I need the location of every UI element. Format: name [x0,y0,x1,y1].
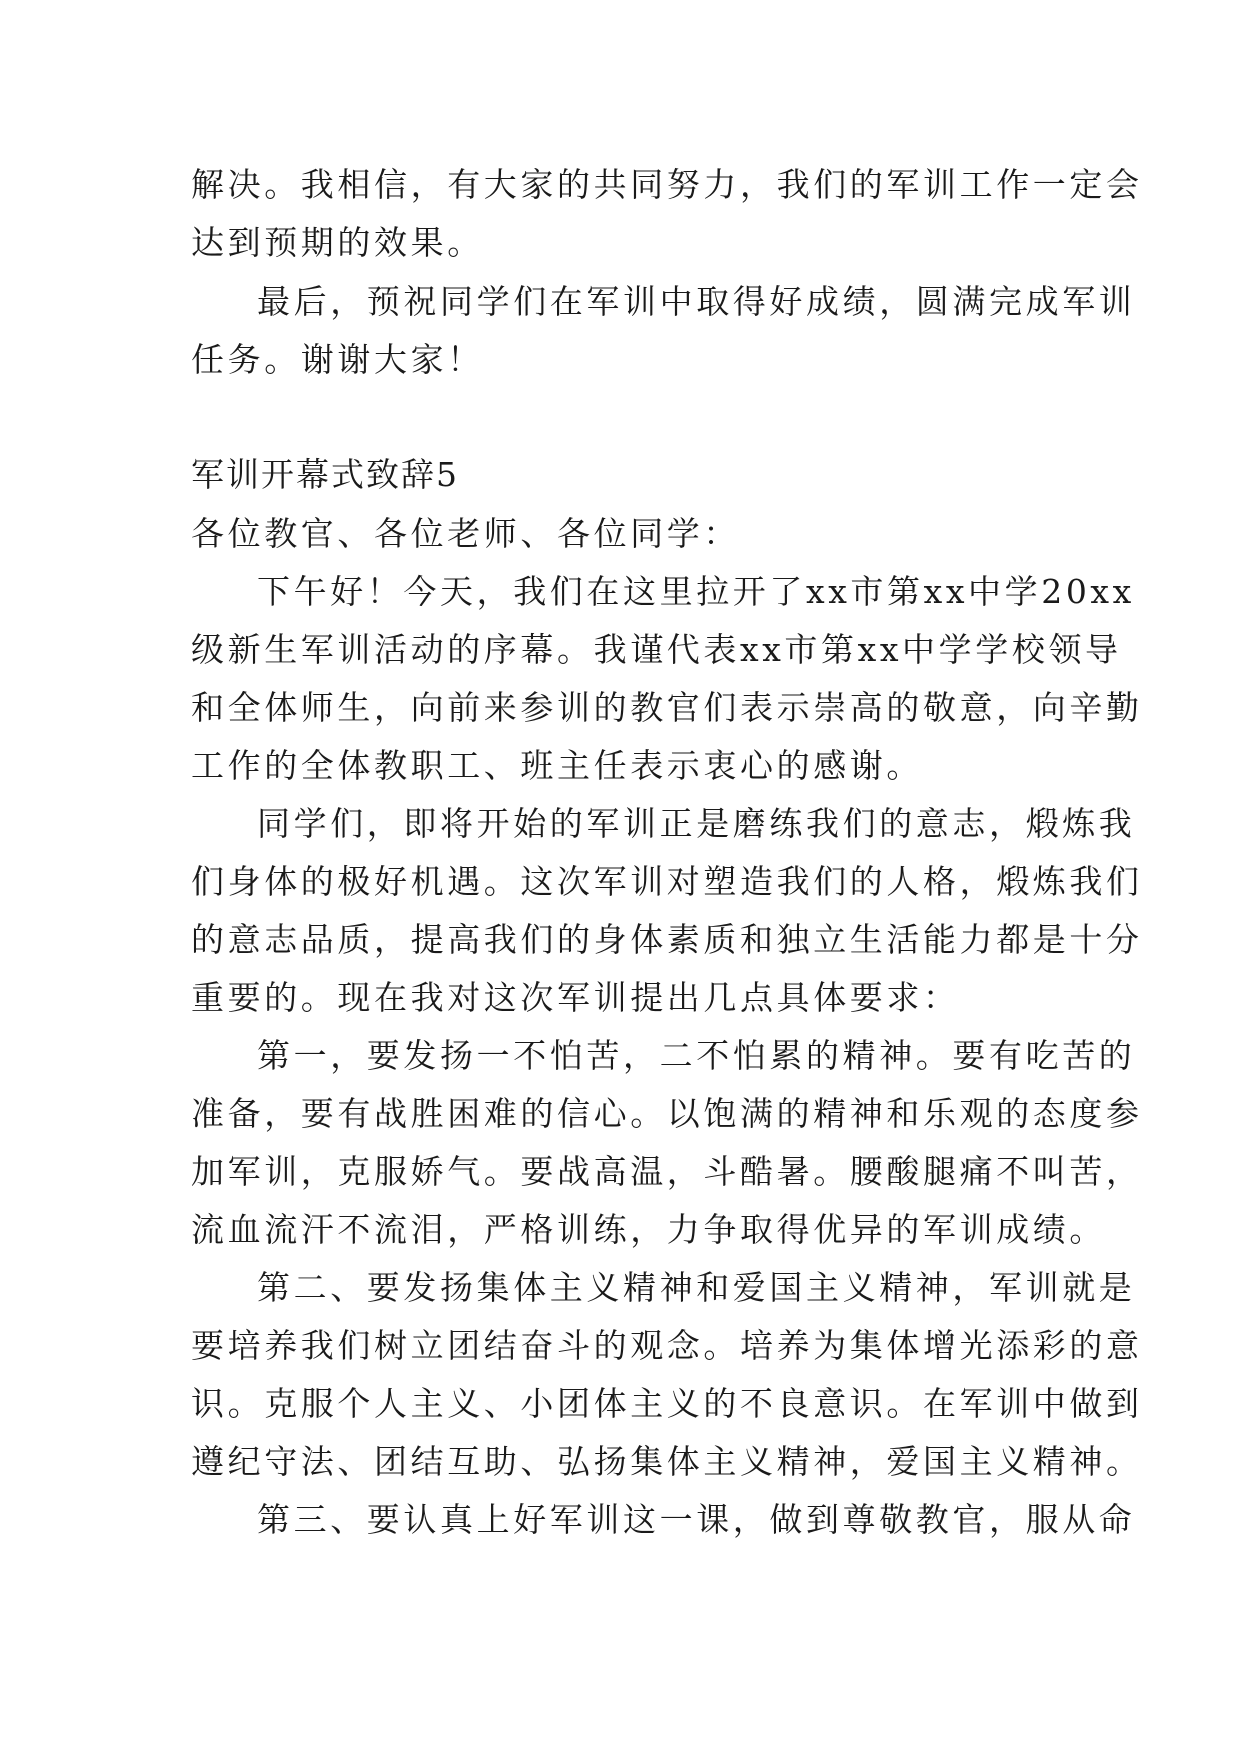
paragraph-line: 的意志品质，提高我们的身体素质和独立生活能力都是十分 [191,920,1143,959]
salutation: 各位教官、各位老师、各位同学： [191,514,740,553]
paragraph-line: 第一，要发扬一不怕苦，二不怕累的精神。要有吃苦的 [257,1036,1136,1075]
paragraph-line: 达到预期的效果。 [191,223,484,262]
paragraph-line: 识。克服个人主义、小团体主义的不良意识。在军训中做到 [191,1384,1143,1423]
paragraph-line: 工作的全体教职工、班主任表示衷心的感谢。 [191,746,923,785]
section-title: 军训开幕式致辞5 [191,455,459,494]
paragraph-line: 流血流汗不流泪，严格训练，力争取得优异的军训成绩。 [191,1210,1106,1249]
paragraph-line: 下午好！今天，我们在这里拉开了xx市第xx中学20xx [257,572,1135,611]
paragraph-line: 要培养我们树立团结奋斗的观念。培养为集体增光添彩的意 [191,1326,1143,1365]
paragraph-line: 级新生军训活动的序幕。我谨代表xx市第xx中学学校领导 [191,630,1122,669]
paragraph-line: 和全体师生，向前来参训的教官们表示崇高的敬意，向辛勤 [191,688,1143,727]
paragraph-line: 同学们，即将开始的军训正是磨练我们的意志，煅炼我 [257,804,1136,843]
paragraph-line: 们身体的极好机遇。这次军训对塑造我们的人格，煅炼我们 [191,862,1143,901]
paragraph-line: 最后，预祝同学们在军训中取得好成绩，圆满完成军训 [257,282,1136,321]
paragraph-line: 任务。谢谢大家！ [191,340,484,379]
paragraph-line: 解决。我相信，有大家的共同努力，我们的军训工作一定会 [191,165,1143,204]
paragraph-line: 遵纪守法、团结互助、弘扬集体主义精神，爱国主义精神。 [191,1442,1143,1481]
paragraph-line: 加军训，克服娇气。要战高温，斗酷暑。腰酸腿痛不叫苦， [191,1152,1143,1191]
paragraph-line: 第二、要发扬集体主义精神和爱国主义精神，军训就是 [257,1268,1136,1307]
paragraph-line: 重要的。现在我对这次军训提出几点具体要求： [191,978,960,1017]
paragraph-line: 准备，要有战胜困难的信心。以饱满的精神和乐观的态度参 [191,1094,1143,1133]
paragraph-line: 第三、要认真上好军训这一课，做到尊敬教官，服从命 [257,1500,1136,1539]
